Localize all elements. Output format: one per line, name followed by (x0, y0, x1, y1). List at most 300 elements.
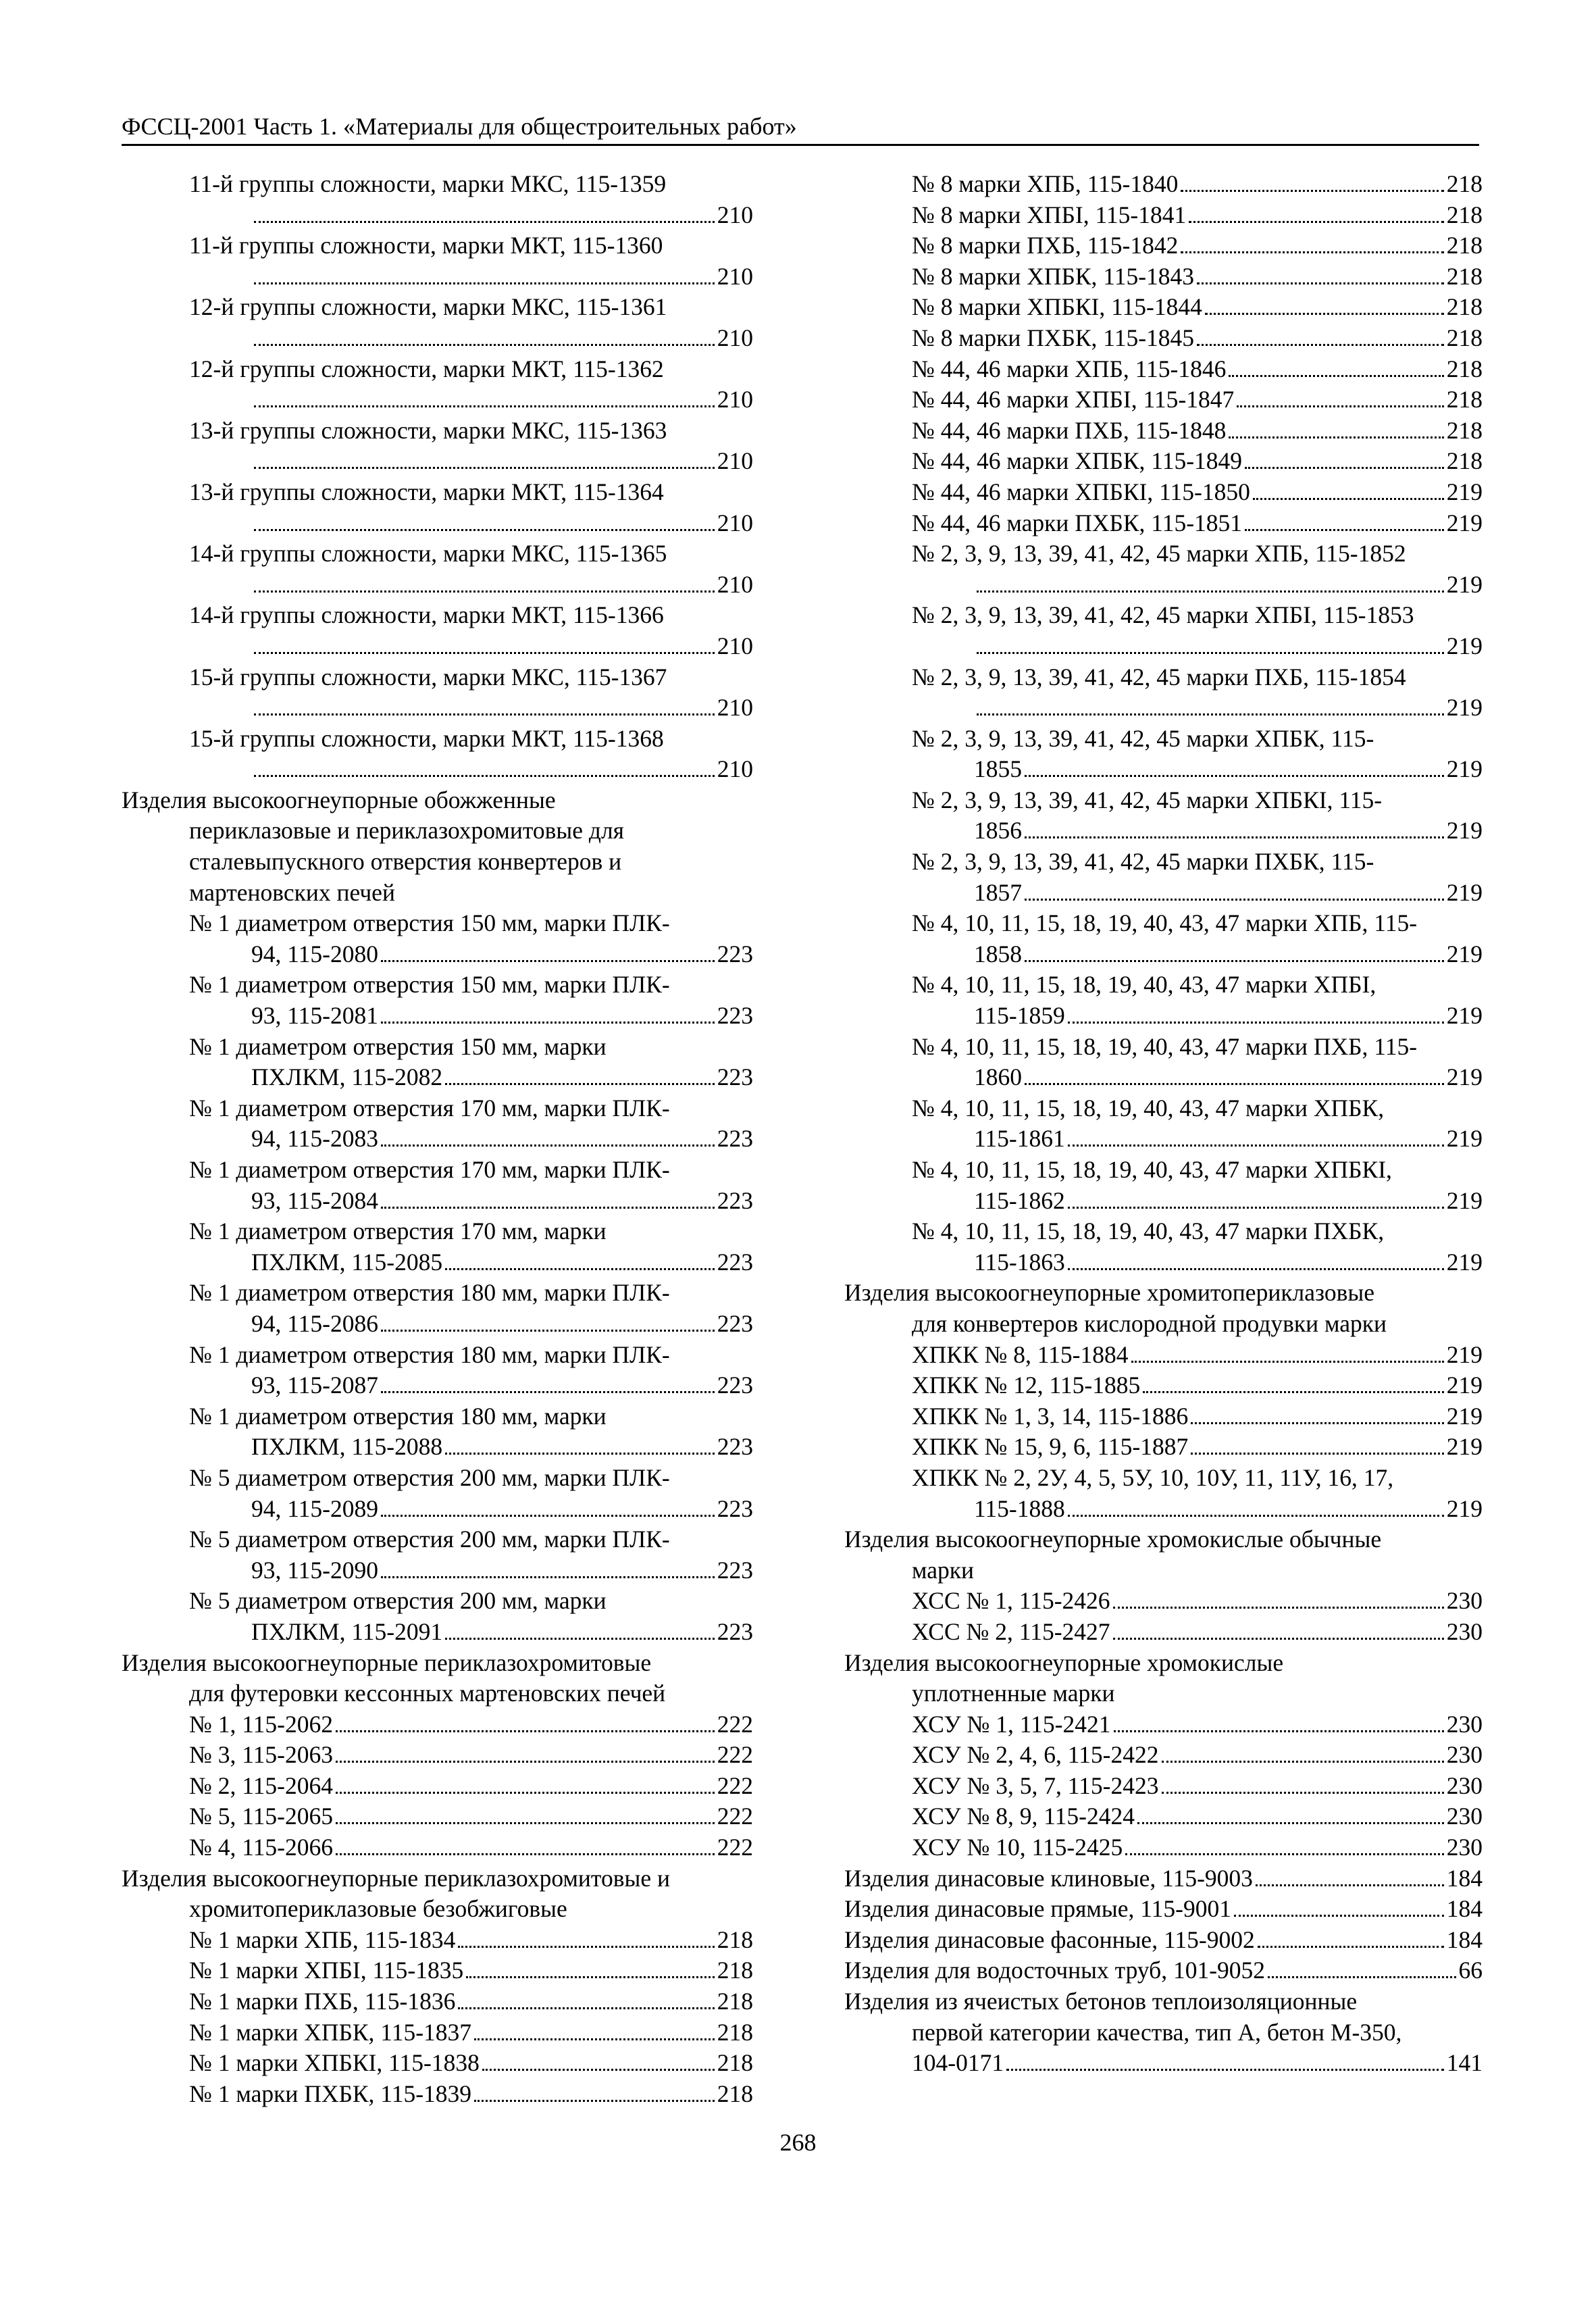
index-entry-title: № 2, 3, 9, 13, 39, 41, 42, 45 марки ХПБКI, 115- (912, 786, 1383, 813)
page-ref: 218 (1446, 232, 1483, 259)
index-entry-title: 13-й группы сложности, марки МКТ, 115-1364 (189, 478, 664, 505)
index-entry-title: 12-й группы сложности, марки МКС, 115-1361 (189, 293, 667, 321)
page-ref: 218 (1446, 170, 1483, 197)
entry-text: ПХЛКМ, 115-2085 (251, 1248, 443, 1276)
index-entry (844, 1586, 1483, 1617)
index-entry (844, 1771, 1483, 1802)
dot-leader (1181, 251, 1443, 253)
page-ref: 210 (717, 324, 753, 351)
page-ref: 219 (1446, 1186, 1483, 1214)
page-ref: 223 (717, 1556, 753, 1584)
page-ref: 223 (717, 1617, 753, 1645)
dot-leader (1197, 344, 1444, 346)
index-heading: первой категории качества, тип А, бетон М-350, (912, 2018, 1402, 2046)
index-heading: Изделия высокоогнеупорные периклазохромитовые и (122, 1864, 670, 1892)
index-heading: Изделия высокоогнеупорные хромокислые (844, 1649, 1284, 1676)
page-ref: 184 (1446, 1926, 1483, 1953)
entry-text: 1860 (974, 1063, 1022, 1091)
entry-text: 93, 115-2087 (251, 1372, 379, 1399)
index-entry-title: № 4, 10, 11, 15, 18, 19, 40, 43, 47 марки ПХБ, 115- (912, 1032, 1418, 1060)
index-entry (844, 1432, 1483, 1463)
dot-leader (381, 1145, 715, 1147)
index-entry (122, 1247, 753, 1278)
index-entry (844, 1186, 1483, 1217)
page-ref: 218 (1446, 201, 1483, 228)
dot-leader (336, 1792, 715, 1794)
index-entry (122, 1986, 753, 2017)
index-entry (122, 323, 753, 354)
index-heading: сталевыпускного отверстия конвертеров и (189, 848, 622, 876)
index-entry (844, 1894, 1483, 1925)
index-heading: для футеровки кессонных мартеновских печей (189, 1680, 666, 1707)
dot-leader (1205, 313, 1444, 315)
index-entry-title: 11-й группы сложности, марки МКС, 115-1359 (189, 170, 667, 197)
index-entry (122, 1617, 753, 1648)
page-ref: 219 (1446, 878, 1483, 906)
index-entry-title: № 4, 10, 11, 15, 18, 19, 40, 43, 47 марки ХПБI, (912, 971, 1376, 999)
dot-leader (466, 1976, 715, 1978)
dot-leader (381, 1022, 715, 1024)
entry-text: № 2, 115-2064 (189, 1771, 333, 1799)
page-ref: 223 (717, 1125, 753, 1153)
index-entry-title: № 1 диаметром отверстия 170 мм, марки ПЛК- (189, 1156, 670, 1183)
dot-leader (1237, 405, 1444, 407)
index-entry (122, 631, 753, 662)
dot-leader (336, 1761, 715, 1763)
dot-leader (381, 1207, 715, 1209)
dot-leader (254, 713, 715, 715)
entry-text: ХСУ № 10, 115-2425 (912, 1834, 1123, 1861)
index-entry (844, 1955, 1483, 1986)
page-ref: 230 (1446, 1741, 1483, 1769)
entry-text: № 1 марки ХПБ, 115-1834 (189, 1926, 456, 1953)
index-heading: Изделия высокоогнеупорные хромокислые обычные (844, 1526, 1382, 1553)
entry-text: 1856 (974, 817, 1022, 845)
entry-text: ХПКК № 12, 115-1885 (912, 1372, 1141, 1399)
page-ref: 230 (1446, 1617, 1483, 1645)
index-entry (122, 384, 753, 416)
index-entry (122, 1124, 753, 1155)
index-entry-title: 15-й группы сложности, марки МКС, 115-1367 (189, 663, 667, 690)
dot-leader (458, 1946, 714, 1948)
index-entry (844, 1401, 1483, 1432)
page-ref: 230 (1446, 1710, 1483, 1738)
page-ref: 210 (717, 694, 753, 722)
index-entry (844, 1709, 1483, 1740)
dot-leader (1181, 190, 1443, 192)
index-entry (844, 1247, 1483, 1278)
right-column (844, 169, 1483, 2079)
page-ref: 219 (1446, 1372, 1483, 1399)
index-heading: Изделия высокоогнеупорные хромитопериклазовые (844, 1279, 1374, 1307)
index-entry (844, 878, 1483, 909)
index-entry (844, 1062, 1483, 1093)
page-ref: 223 (717, 1063, 753, 1091)
index-entry (844, 631, 1483, 662)
page-ref: 230 (1446, 1834, 1483, 1861)
index-entry (122, 2079, 753, 2110)
dot-leader (445, 1453, 715, 1455)
left-column (122, 169, 753, 2109)
page-ref: 222 (717, 1803, 753, 1830)
entry-text: 115-1861 (974, 1125, 1065, 1153)
page-ref: 184 (1446, 1895, 1483, 1923)
page-ref: 223 (717, 940, 753, 967)
index-entry-title: № 5 диаметром отверстия 200 мм, марки (189, 1587, 607, 1615)
index-entry-title: № 1 диаметром отверстия 150 мм, марки (189, 1032, 607, 1060)
index-entry (844, 292, 1483, 323)
dot-leader (1191, 1453, 1443, 1455)
index-entry-title: № 4, 10, 11, 15, 18, 19, 40, 43, 47 марки ХПБК, (912, 1094, 1385, 1122)
index-entry (844, 815, 1483, 847)
entry-text: ХПКК № 1, 3, 14, 115-1886 (912, 1402, 1189, 1430)
entry-text: № 44, 46 марки ХПБI, 115-1847 (912, 386, 1235, 413)
page-ref: 218 (1446, 386, 1483, 413)
entry-text: ХСС № 2, 115-2427 (912, 1617, 1110, 1645)
entry-text: № 8 марки ПХБК, 115-1845 (912, 324, 1195, 351)
dot-leader (254, 405, 715, 407)
dot-leader (1025, 960, 1444, 962)
dot-leader (254, 652, 715, 654)
entry-text: ПХЛКМ, 115-2091 (251, 1617, 443, 1645)
dot-leader (1137, 1822, 1444, 1824)
entry-text: 94, 115-2086 (251, 1309, 379, 1337)
dot-leader (1162, 1761, 1444, 1763)
index-entry (844, 1340, 1483, 1371)
entry-text: ХСУ № 3, 5, 7, 115-2423 (912, 1771, 1159, 1799)
page-ref: 218 (717, 2080, 753, 2107)
dot-leader (254, 467, 715, 469)
index-entry-title: № 2, 3, 9, 13, 39, 41, 42, 45 марки ПХБ, 115-1854 (912, 663, 1406, 690)
dot-leader (1245, 467, 1444, 469)
entry-text: 94, 115-2089 (251, 1494, 379, 1522)
index-entry (122, 1740, 753, 1771)
index-entry (122, 1955, 753, 1986)
page-ref: 210 (717, 755, 753, 783)
dot-leader (336, 1822, 715, 1824)
dot-leader (1113, 1607, 1444, 1609)
dot-leader (381, 1515, 715, 1517)
index-entry-title: № 4, 10, 11, 15, 18, 19, 40, 43, 47 марки ХПБ, 115- (912, 909, 1418, 937)
index-entry (844, 1617, 1483, 1648)
index-entry (844, 323, 1483, 354)
dot-leader (381, 1330, 715, 1332)
dot-leader (1268, 1976, 1456, 1978)
entry-text: № 5, 115-2065 (189, 1803, 333, 1830)
index-entry (844, 1863, 1483, 1894)
page-ref: 218 (1446, 447, 1483, 475)
entry-text: Изделия динасовые фасонные, 115-9002 (844, 1926, 1255, 1953)
index-entry-title: № 1 диаметром отверстия 180 мм, марки ПЛК- (189, 1340, 670, 1368)
dot-leader (1068, 1022, 1444, 1024)
index-entry (122, 1062, 753, 1093)
page-ref: 210 (717, 201, 753, 228)
dot-leader (1245, 529, 1444, 531)
dot-leader (1197, 282, 1444, 284)
index-entry (844, 1001, 1483, 1032)
dot-leader (1253, 498, 1444, 500)
dot-leader (1143, 1391, 1443, 1393)
index-heading: мартеновских печей (189, 878, 395, 906)
index-entry-title: № 2, 3, 9, 13, 39, 41, 42, 45 марки ХПБI, 115-1853 (912, 601, 1414, 629)
index-entry (844, 261, 1483, 293)
dot-leader (254, 221, 715, 223)
index-entry (844, 477, 1483, 508)
index-entry (122, 261, 753, 293)
page-ref: 219 (1446, 509, 1483, 536)
page-ref: 219 (1446, 570, 1483, 598)
entry-text: № 8 марки ХПБКI, 115-1844 (912, 293, 1202, 321)
dot-leader (1131, 1361, 1444, 1363)
page-ref: 223 (717, 1186, 753, 1214)
index-heading: Изделия из ячеистых бетонов теплоизоляционные (844, 1988, 1358, 2015)
dot-leader (458, 2007, 714, 2009)
page-ref: 219 (1446, 755, 1483, 783)
index-entry (844, 754, 1483, 785)
dot-leader (254, 282, 715, 284)
index-entry (122, 446, 753, 477)
entry-text: 104-0171 (912, 2049, 1004, 2077)
entry-text: ПХЛКМ, 115-2088 (251, 1433, 443, 1461)
index-entry-title: № 1 диаметром отверстия 170 мм, марки ПЛК- (189, 1094, 670, 1122)
dot-leader (1025, 1083, 1444, 1085)
index-entry (122, 1432, 753, 1463)
index-entry-title: 11-й группы сложности, марки МКТ, 115-1360 (189, 232, 663, 259)
dot-leader (1234, 1915, 1444, 1917)
entry-text: ХСУ № 8, 9, 115-2424 (912, 1803, 1135, 1830)
page-ref: 222 (717, 1710, 753, 1738)
dot-leader (1189, 221, 1444, 223)
page-ref: 223 (717, 1494, 753, 1522)
entry-text: № 3, 115-2063 (189, 1741, 333, 1769)
index-entry (122, 1832, 753, 1863)
index-entry (844, 693, 1483, 724)
index-entry (844, 939, 1483, 970)
entry-text: Изделия для водосточных труб, 101-9052 (844, 1957, 1266, 1984)
index-entry (122, 1709, 753, 1740)
entry-text: № 8 марки ХПБК, 115-1843 (912, 262, 1195, 290)
index-entry-title: № 1 диаметром отверстия 170 мм, марки (189, 1217, 607, 1245)
dot-leader (445, 1638, 715, 1640)
dot-leader (1068, 1145, 1444, 1147)
index-entry-title: № 1 диаметром отверстия 150 мм, марки ПЛК- (189, 909, 670, 937)
index-entry (844, 354, 1483, 385)
index-entry (122, 1309, 753, 1340)
index-entry-title: 14-й группы сложности, марки МКТ, 115-1366 (189, 601, 664, 629)
entry-text: № 8 марки ПХБ, 115-1842 (912, 232, 1179, 259)
page-ref: 219 (1446, 1494, 1483, 1522)
page-ref: 218 (1446, 293, 1483, 321)
index-entry (122, 508, 753, 539)
entry-text: 115-1863 (974, 1248, 1065, 1276)
dot-leader (1068, 1207, 1444, 1209)
dot-leader (1162, 1792, 1444, 1794)
page-ref: 218 (717, 2018, 753, 2046)
page-ref: 219 (1446, 1248, 1483, 1276)
index-entry (122, 1370, 753, 1401)
index-entry (122, 2048, 753, 2079)
index-entry (844, 1740, 1483, 1771)
page-ref: 210 (717, 386, 753, 413)
page-ref: 222 (717, 1771, 753, 1799)
page-ref: 66 (1458, 1957, 1483, 1984)
dot-leader (1025, 775, 1444, 777)
page-ref: 210 (717, 570, 753, 598)
index-entry (844, 1832, 1483, 1863)
entry-text: 1858 (974, 940, 1022, 967)
dot-leader (1191, 1422, 1443, 1424)
index-entry (122, 2017, 753, 2048)
index-entry (844, 1801, 1483, 1832)
entry-text: ХПКК № 8, 115-1884 (912, 1340, 1129, 1368)
dot-leader (254, 590, 715, 593)
page-ref: 218 (1446, 324, 1483, 351)
index-entry (844, 1494, 1483, 1525)
entry-text: ХСУ № 2, 4, 6, 115-2422 (912, 1741, 1159, 1769)
page-ref: 223 (717, 1309, 753, 1337)
page-ref: 223 (717, 1433, 753, 1461)
page-ref: 218 (717, 1988, 753, 2015)
page-ref: 222 (717, 1834, 753, 1861)
index-entry (122, 1555, 753, 1586)
index-heading: Изделия высокоогнеупорные обожженные (122, 786, 556, 813)
page-ref: 219 (1446, 478, 1483, 505)
index-entry-title: ХПКК № 2, 2У, 4, 5, 5У, 10, 10У, 11, 11У, 16, 17, (912, 1463, 1394, 1491)
dot-leader (1256, 1884, 1444, 1886)
page-ref: 219 (1446, 817, 1483, 845)
entry-text: 115-1862 (974, 1186, 1065, 1214)
index-entry-title: 12-й группы сложности, марки МКТ, 115-1362 (189, 355, 664, 382)
entry-text: 93, 115-2084 (251, 1186, 379, 1214)
index-heading: хромитопериклазовые безобжиговые (189, 1895, 567, 1923)
entry-text: № 8 марки ХПБI, 115-1841 (912, 201, 1187, 228)
index-entry-title: 15-й группы сложности, марки МКТ, 115-1368 (189, 724, 664, 752)
index-entry-title: № 5 диаметром отверстия 200 мм, марки ПЛК- (189, 1526, 670, 1553)
dot-leader (445, 1268, 715, 1270)
index-entry-title: № 2, 3, 9, 13, 39, 41, 42, 45 марки ХПБ, 115-1852 (912, 540, 1406, 568)
page-ref: 218 (1446, 416, 1483, 444)
dot-leader (474, 2100, 715, 2102)
page-ref: 223 (717, 1248, 753, 1276)
entry-text: 115-1859 (974, 1002, 1065, 1030)
page-number: 268 (779, 2129, 817, 2156)
entry-text: 93, 115-2081 (251, 1002, 379, 1030)
entry-text: 1855 (974, 755, 1022, 783)
index-entry (122, 939, 753, 970)
dot-leader (1229, 436, 1443, 438)
entry-text: № 44, 46 марки ХПБ, 115-1846 (912, 355, 1227, 382)
page-ref: 223 (717, 1002, 753, 1030)
page-header: ФССЦ-2001 Часть 1. «Материалы для общестроительных работ» (122, 111, 1479, 146)
page-ref: 219 (1446, 694, 1483, 722)
index-entry (122, 1925, 753, 1956)
entry-text: № 44, 46 марки ХПБК, 115-1849 (912, 447, 1243, 475)
index-entry-title: № 2, 3, 9, 13, 39, 41, 42, 45 марки ХПБК, 115- (912, 724, 1374, 752)
index-entry (122, 200, 753, 231)
entry-text: Изделия динасовые клиновые, 115-9003 (844, 1864, 1253, 1892)
dot-leader (1258, 1946, 1444, 1948)
entry-text: № 1 марки ПХБК, 115-1839 (189, 2080, 472, 2107)
dot-leader (1025, 899, 1444, 901)
index-entry (844, 169, 1483, 200)
index-entry (122, 1186, 753, 1217)
entry-text: 94, 115-2083 (251, 1125, 379, 1153)
entry-text: № 44, 46 марки ХПБКI, 115-1850 (912, 478, 1250, 505)
index-entry (844, 200, 1483, 231)
dot-leader (482, 2069, 715, 2071)
dot-leader (977, 652, 1444, 654)
index-entry (844, 2048, 1483, 2079)
page-ref: 219 (1446, 1402, 1483, 1430)
dot-leader (1068, 1515, 1444, 1517)
page-ref: 230 (1446, 1803, 1483, 1830)
index-entry (844, 416, 1483, 447)
page-ref: 219 (1446, 1002, 1483, 1030)
entry-text: 115-1888 (974, 1494, 1065, 1522)
index-entry (122, 1771, 753, 1802)
entry-text: № 44, 46 марки ПХБК, 115-1851 (912, 509, 1243, 536)
entry-text: № 1, 115-2062 (189, 1710, 333, 1738)
index-entry (844, 384, 1483, 416)
dot-leader (381, 1391, 715, 1393)
index-entry-title: № 2, 3, 9, 13, 39, 41, 42, 45 марки ПХБК, 115- (912, 848, 1374, 876)
page-ref: 218 (717, 1957, 753, 1984)
index-entry (122, 754, 753, 785)
index-heading: марки (912, 1556, 974, 1584)
page-ref: 210 (717, 447, 753, 475)
dot-leader (1068, 1268, 1444, 1270)
page-ref: 210 (717, 262, 753, 290)
dot-leader (977, 713, 1444, 715)
dot-leader (381, 960, 715, 962)
index-entry (844, 446, 1483, 477)
dot-leader (1006, 2069, 1444, 2071)
page-ref: 219 (1446, 1125, 1483, 1153)
index-entry (844, 1124, 1483, 1155)
page-ref: 218 (717, 1926, 753, 1953)
entry-text: ХСУ № 1, 115-2421 (912, 1710, 1111, 1738)
index-entry (844, 230, 1483, 261)
page-ref: 223 (717, 1372, 753, 1399)
index-entry-title: № 4, 10, 11, 15, 18, 19, 40, 43, 47 марки ХПБКI, (912, 1156, 1392, 1183)
entry-text: ХСС № 1, 115-2426 (912, 1587, 1110, 1615)
index-entry (844, 508, 1483, 539)
index-entry-title: 13-й группы сложности, марки МКС, 115-1363 (189, 416, 667, 444)
page-ref: 230 (1446, 1771, 1483, 1799)
page-ref: 230 (1446, 1587, 1483, 1615)
entry-text: № 4, 115-2066 (189, 1834, 333, 1861)
entry-text: 93, 115-2090 (251, 1556, 379, 1584)
page-ref: 219 (1446, 632, 1483, 659)
entry-text: ПХЛКМ, 115-2082 (251, 1063, 443, 1091)
index-entry-title: 14-й группы сложности, марки МКС, 115-1365 (189, 540, 667, 568)
entry-text: № 1 марки ПХБ, 115-1836 (189, 1988, 456, 2015)
index-entry (844, 1925, 1483, 1956)
dot-leader (336, 1730, 715, 1732)
page-ref: 219 (1446, 940, 1483, 967)
index-entry (844, 570, 1483, 601)
index-entry (844, 1370, 1483, 1401)
dot-leader (1114, 1730, 1444, 1732)
page-ref: 219 (1446, 1433, 1483, 1461)
entry-text: ХПКК № 15, 9, 6, 115-1887 (912, 1433, 1189, 1461)
index-entry (122, 1494, 753, 1525)
dot-leader (254, 775, 715, 777)
page-ref: 210 (717, 509, 753, 536)
entry-text: № 44, 46 марки ПХБ, 115-1848 (912, 416, 1227, 444)
dot-leader (254, 344, 715, 346)
index-entry-title: № 5 диаметром отверстия 200 мм, марки ПЛК- (189, 1463, 670, 1491)
